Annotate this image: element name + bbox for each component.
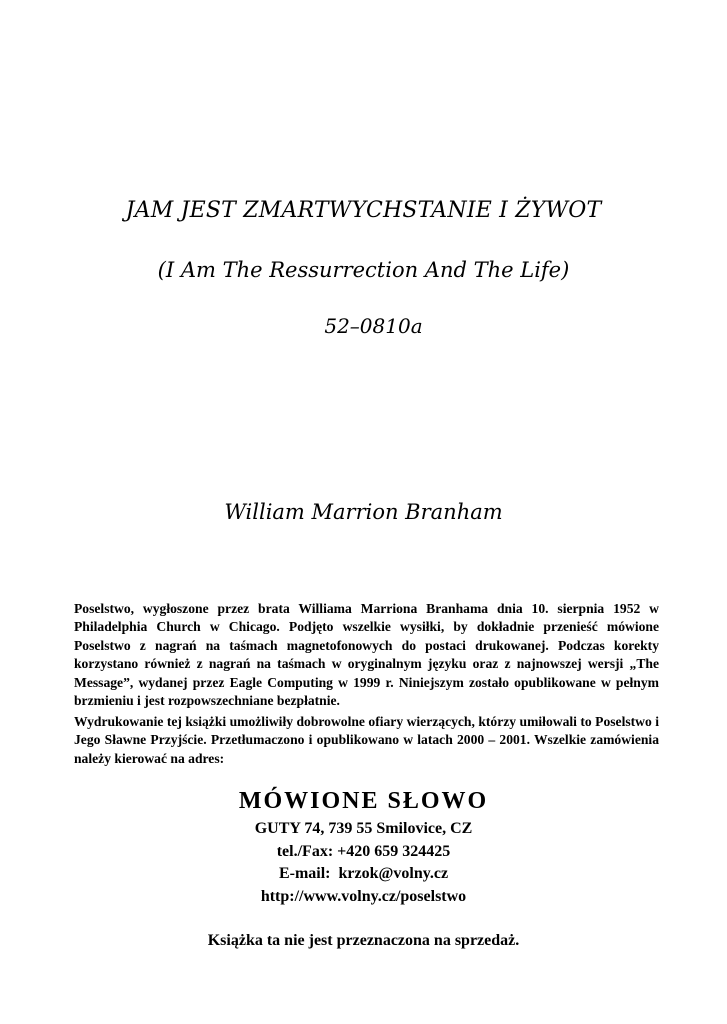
document-title: JAM JEST ZMARTWYCHSTANIE I ŻYWOT	[125, 198, 602, 223]
postal-address: GUTY 74, 739 55 Smilovice, CZ	[254, 820, 473, 837]
author-name: William Marrion Branham	[224, 500, 503, 524]
contact-block	[0, 784, 727, 908]
document-subtitle: (I Am The Ressurrection And The Life)	[157, 258, 570, 282]
paragraph: Wydrukowanie tej książki umożliwiły dobrowolne ofiary wierzących, którzy umiłowali to Poselstwo i Jego Sławne Przyjście. Przetłumaczono i opublikowano w latach 2000 – 2001. Wszelkie zamówienia należy kierować na adres:	[74, 714, 659, 766]
organization-name: MÓWIONE SŁOWO	[238, 788, 489, 814]
donation-note	[74, 713, 659, 768]
paragraph: Poselstwo, wygłoszone przez brata Williama Marriona Branhama dnia 10. sierpnia 1952 w Philadelphia Church w Chicago. Podjęto wszelkie wysiłki, by dokładnie przenieść mówione Poselstwo z nagrań na taśmach magnetofonowych do postaci drukowanej. Podczas korekty korzystano również z nagrań na taśmach w oryginalnym języku oraz z najnowszej wersji „The Message”, wydanej przez Eagle Computing w 1999 r. Niniejszym zostało opublikowane w pełnym brzmieniu i jest rozpowszechniane bezpłatnie.	[74, 601, 659, 709]
phone-fax: tel./Fax: +420 659 324425	[276, 842, 451, 860]
not-for-sale-notice: Książka ta nie jest przeznaczona na sprzedaż.	[207, 932, 520, 949]
publication-note	[74, 600, 659, 710]
website-url: http://www.volny.cz/poselstwo	[260, 887, 467, 905]
sermon-code: 52–0810a	[324, 314, 423, 338]
email-address: E-mail: krzok@volny.cz	[278, 865, 449, 882]
